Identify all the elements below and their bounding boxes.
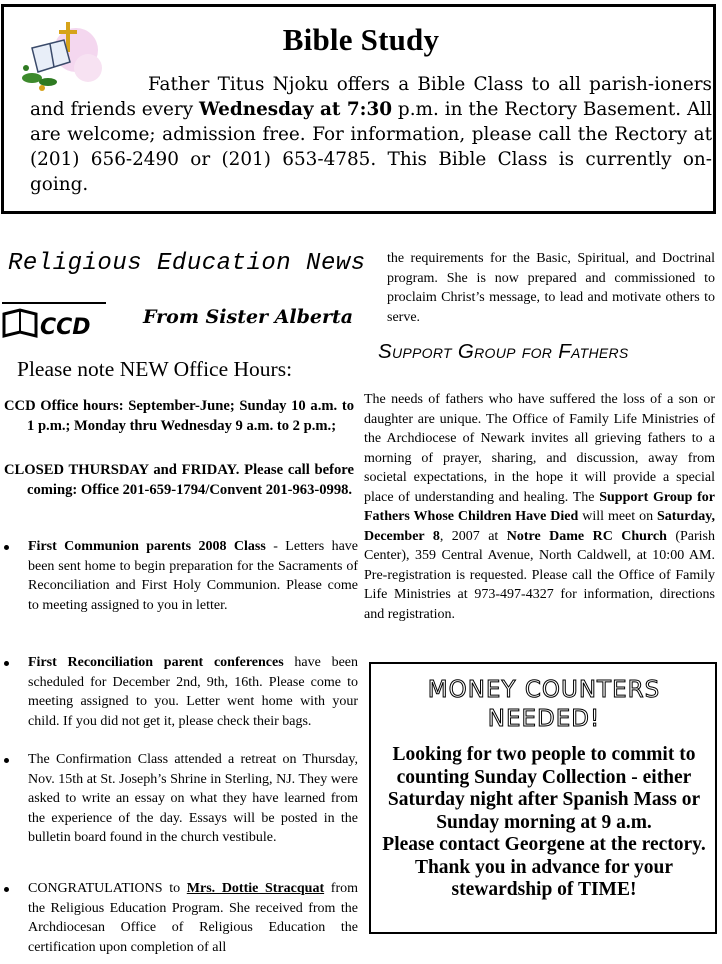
office-hours-text: CCD Office hours: September-June; Sunday 10 a.m. to 1 p.m.; Monday thru Wednesday 9 a.m. to 2 p.m.; [4, 398, 354, 434]
from-sister-alberta: From Sister Alberta [143, 306, 354, 328]
bible-study-text: Father Titus Njoku offers a Bible Class to all parish-ioners and friends every Wednesday at 7:30 p.m. in the Rectory Basement. All are welcome; admission free. For information, please call the Rectory at (201) 656-2490 or (201) 653-4785. This Bible Class is currently on-going. [30, 74, 712, 195]
congratulations-continued: the requirements for the Basic, Spiritual, and Doctrinal program. She is now prepared and commissioned to proclaim Christ’s message, to lead and motivate others to serve. [387, 251, 715, 325]
office-hours-heading: Please note NEW Office Hours: [17, 357, 293, 381]
list-item: First Communion parents 2008 Class - Letters have been sent home to begin preparation for the Sacraments of Reconciliation and First Holy Communion. Please come to meeting assigned to you in letter. [4, 537, 358, 615]
religious-education-title: Religious Education News [8, 250, 366, 277]
money-counters-text: Looking for two people to commit to counting Sunday Collection - either Saturday night after Spanish Mass or Sunday morning at 9 a.m. Please contact Georgene at the rectory. Thank you in advance for your stewardship of TIME! [382, 744, 706, 900]
list-item: The Confirmation Class attended a retreat on Thursday, Nov. 15th at St. Joseph’s Shrine in Sterling, NJ. They were asked to write an essay on what they have learned from the experience of the day. Essays will be posted in the bulletin board found in the church vestibule. [4, 750, 358, 848]
list-item: First Reconciliation parent conferences have been scheduled for December 2nd, 9th, 16th. Please come to meeting assigned to you. Letter went home with your child. If you did not get it, please check their bags. [4, 653, 358, 731]
list-item: CONGRATULATIONS to Mrs. Dottie Stracquat from the Religious Education Program. She received from the Archdiocesan Office of Religious Education the certification upon completion of all [4, 879, 358, 957]
ccd-book-logo-icon [2, 300, 106, 340]
bible-study-title: Bible Study [282, 22, 440, 57]
support-group-text: The needs of fathers who have suffered the loss of a son or daughter are unique. The Office of Family Life Ministries of the Archdiocese of Newark invites all grieving fathers to a morning of prayer, sharing, and discussion, away from societal expectations, in the hope it will provide a special place of understanding and healing. The Support Group for Fathers Whose Children Have Died will meet on Saturday, December 8, 2007 at Notre Dame RC Church (Parish Center), 359 Central Avenue, North Caldwell, at 10:00 AM. Pre-registration is requested. Please call the Office of Family Life Ministries at 973-497-4327 for information, directions and registration. [364, 392, 715, 622]
money-counters-title: MONEY COUNTERS NEEDED! [427, 677, 661, 732]
closed-notice: CLOSED THURSDAY and FRIDAY. Please call before coming: Office 201-659-1794/Convent 201-963-0998. [4, 462, 354, 498]
support-group-heading: Support Group for Fathers [378, 340, 629, 363]
svg-text:CCD: CCD [40, 315, 91, 340]
